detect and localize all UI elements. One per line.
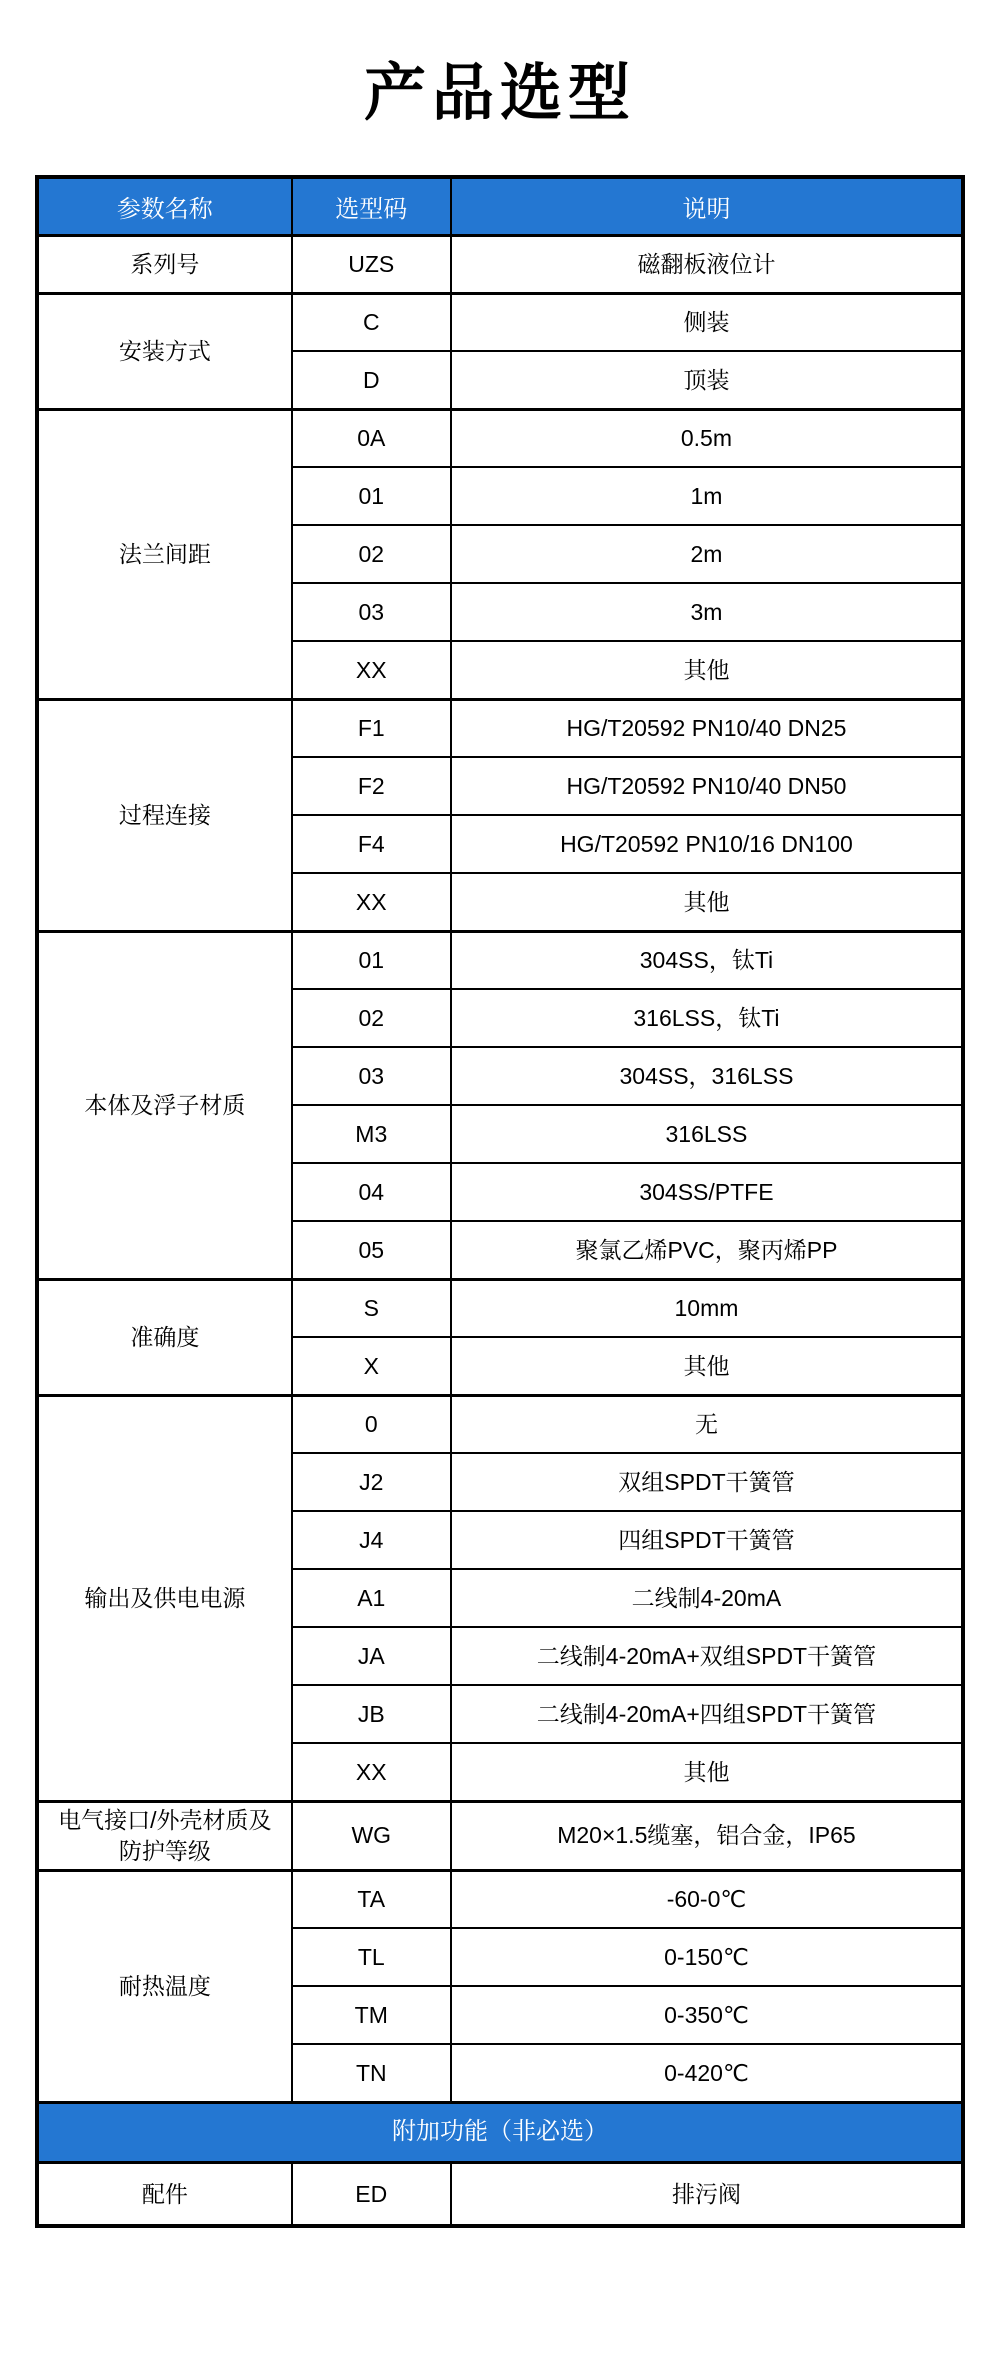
description-cell: 304SS，钛Ti [451,931,963,989]
selection-code-cell: TN [292,2044,451,2102]
description-cell: 316LSS，钛Ti [451,989,963,1047]
selection-code-cell: A1 [292,1569,451,1627]
table-row [37,409,963,467]
selection-code-cell: JA [292,1627,451,1685]
selection-code-cell: 0A [292,409,451,467]
description-cell: 316LSS [451,1105,963,1163]
selection-code-cell: X [292,1337,451,1395]
description-cell: 0-420℃ [451,2044,963,2102]
description-cell: 双组SPDT干簧管 [451,1453,963,1511]
description-cell: M20×1.5缆塞，铝合金，IP65 [451,1801,963,1870]
description-cell: HG/T20592 PN10/16 DN100 [451,815,963,873]
selection-code-cell: UZS [292,235,451,293]
description-cell: 无 [451,1395,963,1453]
selection-code-cell: J2 [292,1453,451,1511]
description-cell: HG/T20592 PN10/40 DN25 [451,699,963,757]
description-cell: 3m [451,583,963,641]
description-cell: 二线制4-20mA+双组SPDT干簧管 [451,1627,963,1685]
column-header-selection-code: 选型码 [292,177,451,235]
description-cell: 排污阀 [451,2162,963,2226]
description-cell: 0.5m [451,409,963,467]
table-row [37,293,963,351]
product-selection-table [35,175,965,2228]
selection-code-cell: F2 [292,757,451,815]
description-cell: 磁翻板液位计 [451,235,963,293]
parameter-name-cell: 耐热温度 [37,1870,292,2102]
description-cell: 顶装 [451,351,963,409]
table-row [37,1279,963,1337]
selection-code-cell: F1 [292,699,451,757]
description-cell: 聚氯乙烯PVC，聚丙烯PP [451,1221,963,1279]
selection-code-cell: M3 [292,1105,451,1163]
table-row [37,235,963,293]
selection-code-cell: 02 [292,525,451,583]
selection-code-cell: 01 [292,467,451,525]
selection-code-cell: 0 [292,1395,451,1453]
table-row [37,2162,963,2226]
selection-code-cell: XX [292,641,451,699]
description-cell: HG/T20592 PN10/40 DN50 [451,757,963,815]
selection-code-cell: S [292,1279,451,1337]
description-cell: 10mm [451,1279,963,1337]
description-cell: 2m [451,525,963,583]
selection-code-cell: ED [292,2162,451,2226]
selection-code-cell: C [292,293,451,351]
description-cell: 其他 [451,1743,963,1801]
parameter-name-cell: 准确度 [37,1279,292,1395]
selection-code-cell: TM [292,1986,451,2044]
selection-code-cell: 02 [292,989,451,1047]
parameter-name-cell: 法兰间距 [37,409,292,699]
selection-code-cell: D [292,351,451,409]
selection-code-cell: 05 [292,1221,451,1279]
product-selection-table-container [35,175,965,2228]
parameter-name-cell: 电气接口/外壳材质及防护等级 [37,1801,292,1870]
selection-code-cell: 03 [292,583,451,641]
selection-code-cell: J4 [292,1511,451,1569]
description-cell: 0-350℃ [451,1986,963,2044]
description-cell: 二线制4-20mA+四组SPDT干簧管 [451,1685,963,1743]
table-row [37,931,963,989]
parameter-name-cell: 系列号 [37,235,292,293]
description-cell: 304SS，316LSS [451,1047,963,1105]
description-cell: 1m [451,467,963,525]
selection-table-body [37,235,963,2226]
selection-code-cell: XX [292,1743,451,1801]
parameter-name-cell: 安装方式 [37,293,292,409]
selection-code-cell: 01 [292,931,451,989]
selection-code-cell: TL [292,1928,451,1986]
section-divider-label: 附加功能（非必选） [37,2102,963,2162]
description-cell: 其他 [451,1337,963,1395]
page-title: 产品选型 [363,59,636,128]
table-row [37,1870,963,1928]
parameter-name-cell: 本体及浮子材质 [37,931,292,1279]
description-cell: 二线制4-20mA [451,1569,963,1627]
table-header-row [37,177,963,235]
column-header-parameter-name: 参数名称 [37,177,292,235]
parameter-name-cell: 配件 [37,2162,292,2226]
selection-code-cell: 04 [292,1163,451,1221]
description-cell: 四组SPDT干簧管 [451,1511,963,1569]
description-cell: 304SS/PTFE [451,1163,963,1221]
selection-code-cell: TA [292,1870,451,1928]
selection-code-cell: WG [292,1801,451,1870]
description-cell: 其他 [451,873,963,931]
table-row [37,1801,963,1870]
description-cell: 0-150℃ [451,1928,963,1986]
parameter-name-cell: 过程连接 [37,699,292,931]
selection-code-cell: XX [292,873,451,931]
table-row [37,1395,963,1453]
selection-code-cell: F4 [292,815,451,873]
section-divider-row [37,2102,963,2162]
selection-code-cell: JB [292,1685,451,1743]
table-row [37,699,963,757]
selection-code-cell: 03 [292,1047,451,1105]
column-header-description: 说明 [451,177,963,235]
parameter-name-cell: 输出及供电电源 [37,1395,292,1801]
description-cell: 其他 [451,641,963,699]
description-cell: 侧装 [451,293,963,351]
description-cell: -60-0℃ [451,1870,963,1928]
